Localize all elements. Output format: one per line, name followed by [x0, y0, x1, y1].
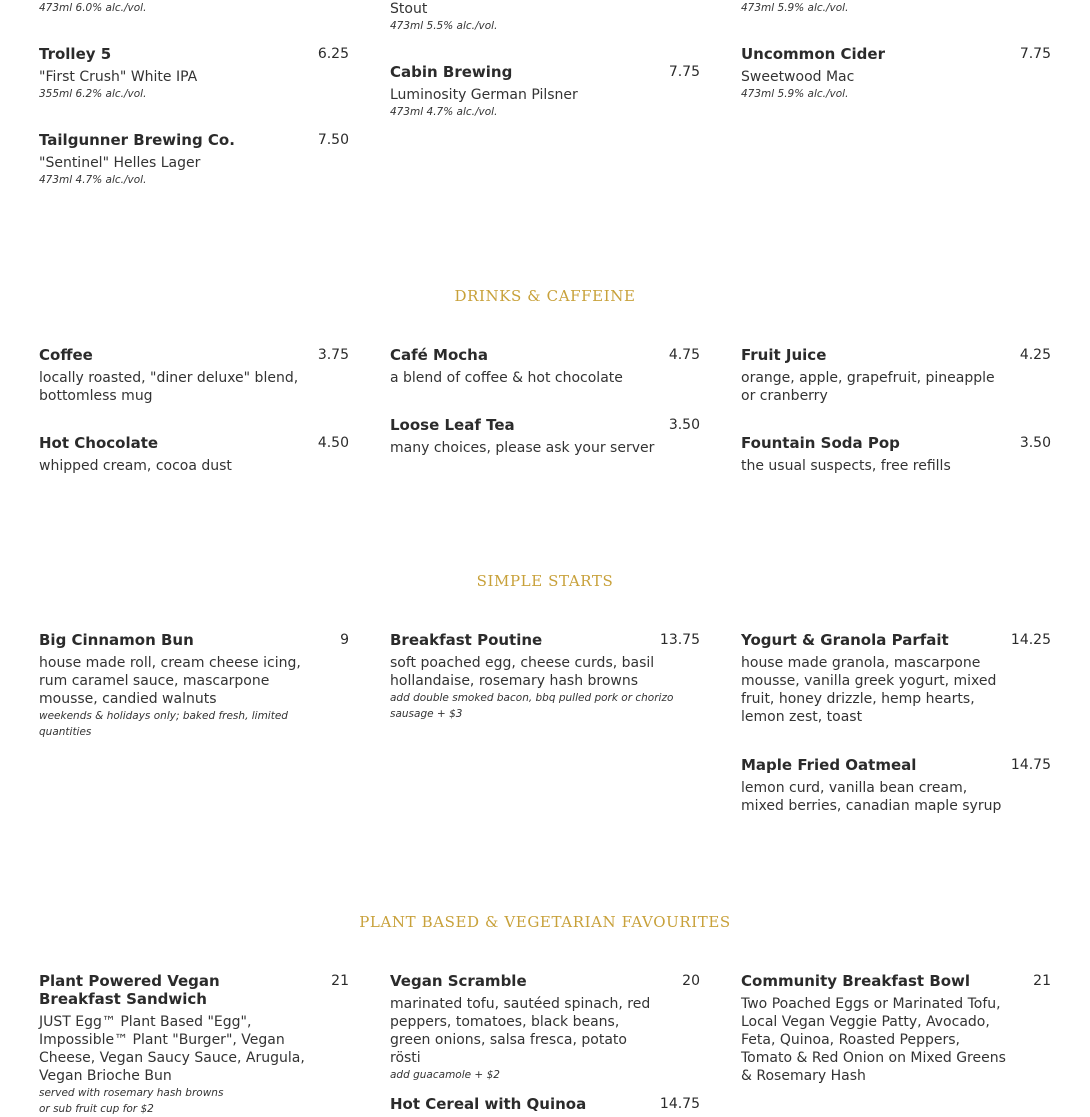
item-price: 7.75: [1019, 46, 1051, 62]
item-name: Cabin Brewing: [390, 63, 513, 81]
item-note: served with rosemary hash browns: [39, 1087, 224, 1099]
item-name: Breakfast Poutine: [390, 631, 543, 649]
item-price: 4.25: [1019, 347, 1051, 363]
item-price: 4.75: [668, 347, 700, 363]
section-title-drinks: DRINKS & CAFFEINE: [454, 287, 636, 305]
partial-item-left: [39, 0, 349, 16]
item-price: 3.75: [317, 347, 349, 363]
item-description: Stout: [390, 1, 428, 17]
menu-item-tailgunner: [39, 131, 349, 188]
item-name: Café Mocha: [390, 346, 488, 364]
item-name: Trolley 5: [39, 45, 112, 63]
item-description: lemon curd, vanilla bean cream, mixed berries, canadian maple syrup: [741, 780, 1002, 814]
item-name: Uncommon Cider: [741, 45, 885, 63]
menu-item-breakfast-poutine: [390, 631, 700, 722]
item-description: Two Poached Eggs or Marinated Tofu, Local Vegan Veggie Patty, Avocado, Feta, Quinoa, Roasted Peppers, Tomato & Red Onion on Mixed Greens & Rosemary Hash: [741, 996, 1006, 1084]
item-note: 473ml 4.7% alc./vol.: [39, 174, 147, 186]
item-name: Big Cinnamon Bun: [39, 631, 194, 649]
item-name: Fountain Soda Pop: [741, 434, 900, 452]
menu-item-maple-oatmeal: [741, 756, 1051, 815]
item-description: Sweetwood Mac: [741, 69, 855, 85]
item-price: 21: [1033, 973, 1051, 989]
partial-item-right: [741, 0, 1051, 16]
item-name: Fruit Juice: [741, 346, 827, 364]
menu-item-cafe-mocha: [390, 346, 700, 387]
item-name: Coffee: [39, 346, 93, 364]
item-price: 6.25: [317, 46, 349, 62]
item-note: or sub fruit cup for $2: [39, 1103, 154, 1115]
item-description: the usual suspects, free refills: [741, 458, 951, 474]
partial-item-mid: [390, 0, 700, 34]
item-description: orange, apple, grapefruit, pineapple or cranberry: [741, 370, 995, 404]
item-note: 473ml 5.9% alc./vol.: [741, 88, 849, 100]
item-note: 473ml 5.5% alc./vol.: [390, 20, 498, 32]
item-price: 3.50: [1019, 435, 1051, 451]
item-price: 20: [682, 973, 700, 989]
item-price: 14.75: [659, 1096, 700, 1112]
item-description: "First Crush" White IPA: [39, 69, 198, 85]
item-price: 14.25: [1010, 632, 1051, 648]
item-description: marinated tofu, sautéed spinach, red peppers, tomatoes, black beans, green onions, salsa fresca, potato rösti: [390, 996, 651, 1066]
item-note: 473ml 5.9% alc./vol.: [741, 2, 849, 14]
menu-item-trolley5: [39, 45, 349, 102]
item-price: 7.75: [668, 64, 700, 80]
item-name: Maple Fried Oatmeal: [741, 756, 917, 774]
item-note: 355ml 6.2% alc./vol.: [39, 88, 147, 100]
item-description: Luminosity German Pilsner: [390, 87, 578, 103]
item-name: Community Breakfast Bowl: [741, 972, 971, 990]
item-name: Loose Leaf Tea: [390, 416, 515, 434]
item-price: 7.50: [317, 132, 349, 148]
menu-item-hot-cereal: [390, 1095, 700, 1113]
item-price: 4.50: [317, 435, 349, 451]
item-description: many choices, please ask your server: [390, 440, 655, 456]
item-price: 13.75: [659, 632, 700, 648]
menu-item-uncommon-cider: [741, 45, 1051, 102]
section-title-plant-based: PLANT BASED & VEGETARIAN FAVOURITES: [359, 913, 731, 931]
item-name: Plant Powered Vegan Breakfast Sandwich: [39, 972, 220, 1008]
menu-item-cinnamon-bun: [39, 631, 349, 740]
item-note: add guacamole + $2: [390, 1069, 500, 1081]
menu-item-community-bowl: [741, 972, 1051, 1085]
item-price: 9: [340, 632, 349, 648]
item-name: Tailgunner Brewing Co.: [39, 131, 235, 149]
menu-item-cabin-brewing: [390, 63, 700, 120]
item-description: locally roasted, "diner deluxe" blend, bottomless mug: [39, 370, 299, 404]
menu-item-hot-chocolate: [39, 434, 349, 475]
item-description: whipped cream, cocoa dust: [39, 458, 232, 474]
item-name: Vegan Scramble: [390, 972, 527, 990]
item-price: 14.75: [1010, 757, 1051, 773]
item-description: house made granola, mascarpone mousse, vanilla greek yogurt, mixed fruit, honey drizzle, hemp hearts, lemon zest, toast: [741, 655, 997, 725]
item-note: 473ml 6.0% alc./vol.: [39, 2, 147, 14]
item-name: Yogurt & Granola Parfait: [741, 631, 949, 649]
item-name: Hot Chocolate: [39, 434, 159, 452]
item-note: add double smoked bacon, bbq pulled pork or chorizo sausage + $3: [390, 692, 674, 720]
item-price: 21: [331, 973, 349, 989]
item-note: 473ml 4.7% alc./vol.: [390, 106, 498, 118]
item-note: weekends & holidays only; baked fresh, limited quantities: [39, 710, 288, 738]
item-description: JUST Egg™ Plant Based "Egg", Impossible™ Plant "Burger", Vegan Cheese, Vegan Saucy Sauce, Arugula, Vegan Brioche Bun: [39, 1014, 305, 1084]
menu-item-fountain-soda: [741, 434, 1051, 475]
item-description: "Sentinel" Helles Lager: [39, 155, 201, 171]
menu-item-fruit-juice: [741, 346, 1051, 405]
menu-item-vegan-sandwich: [39, 972, 349, 1117]
menu-item-coffee: [39, 346, 349, 405]
item-description: a blend of coffee & hot chocolate: [390, 370, 623, 386]
section-title-starts: SIMPLE STARTS: [476, 572, 614, 590]
menu-item-loose-leaf-tea: [390, 416, 700, 457]
item-description: soft poached egg, cheese curds, basil hollandaise, rosemary hash browns: [390, 655, 655, 689]
item-price: 3.50: [668, 417, 700, 433]
menu-item-vegan-scramble: [390, 972, 700, 1083]
item-name: Hot Cereal with Quinoa: [390, 1095, 587, 1113]
item-description: house made roll, cream cheese icing, rum caramel sauce, mascarpone mousse, candied walnuts: [39, 655, 301, 707]
menu-item-parfait: [741, 631, 1051, 726]
